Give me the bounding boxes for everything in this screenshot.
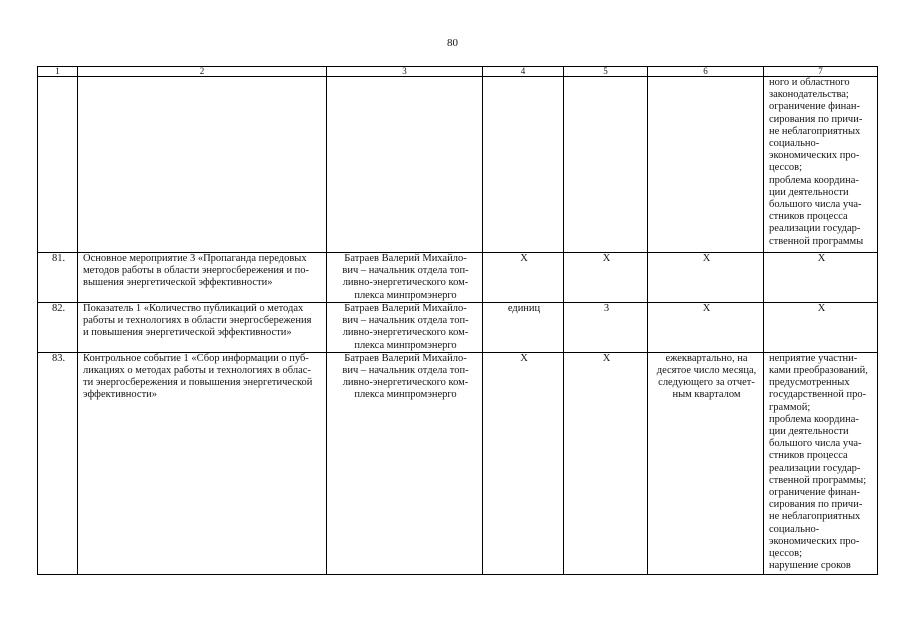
activity-name-cell: Контрольное событие 1 «Сбор информации о пуб- ликациях о методах работы и технологиях в облас- ти энергосбережения и повышения энергетической эффективности» bbox=[78, 352, 327, 574]
risks-cell: ного и областного законодательства; ограничение финан- сирования по причи- не неблагоприятных социально- экономических про- цессов; проблема координа- ции деятельности большого числа уча- стников процесса реализации государ- ственной программы bbox=[764, 77, 878, 253]
unit-cell bbox=[483, 77, 564, 253]
table-row bbox=[38, 352, 878, 574]
value-cell: 3 bbox=[564, 303, 648, 353]
deadline-cell bbox=[648, 77, 764, 253]
row-number-cell: 82. bbox=[38, 303, 78, 353]
page-number: 80 bbox=[447, 37, 458, 49]
value-cell bbox=[564, 77, 648, 253]
header-cell-2: 2 bbox=[78, 67, 327, 77]
table-row bbox=[38, 77, 878, 253]
table-header-row bbox=[38, 67, 878, 77]
risks-cell: Х bbox=[764, 253, 878, 303]
table-row bbox=[38, 253, 878, 303]
unit-cell: Х bbox=[483, 352, 564, 574]
header-cell-1: 1 bbox=[38, 67, 78, 77]
risks-cell: неприятие участни- ками преобразований, предусмотренных государственной про- граммой; проблема координа- ции деятельности большого числа уча- стников процесса реализации государ- ственной программы; ограничение финан- сирования по причи- не неблагоприятных социально- экономических про- цессов; нарушение сроков bbox=[764, 352, 878, 574]
table-row bbox=[38, 303, 878, 353]
header-cell-3: 3 bbox=[327, 67, 483, 77]
header-cell-5: 5 bbox=[564, 67, 648, 77]
row-number-cell bbox=[38, 77, 78, 253]
unit-cell: Х bbox=[483, 253, 564, 303]
value-cell: Х bbox=[564, 253, 648, 303]
responsible-cell bbox=[327, 77, 483, 253]
activity-name-cell bbox=[78, 77, 327, 253]
responsible-cell: Батраев Валерий Михайло- вич – начальник отдела топ- ливно-энергетического ком- плекса минпромэнерго bbox=[327, 352, 483, 574]
row-number-cell: 83. bbox=[38, 352, 78, 574]
activity-name-cell: Показатель 1 «Количество публикаций о методах работы и технологиях в области энергосбережения и повышения энергетической эффективности» bbox=[78, 303, 327, 353]
header-cell-7: 7 bbox=[764, 67, 878, 77]
unit-cell: единиц bbox=[483, 303, 564, 353]
value-cell: Х bbox=[564, 352, 648, 574]
responsible-cell: Батраев Валерий Михайло- вич – начальник отдела топ- ливно-энергетического ком- плекса минпромэнерго bbox=[327, 303, 483, 353]
plan-table bbox=[37, 66, 878, 575]
activity-name-cell: Основное мероприятие 3 «Пропаганда передовых методов работы в области энергосбережения и по- вышения энергетической эффективности» bbox=[78, 253, 327, 303]
header-cell-4: 4 bbox=[483, 67, 564, 77]
table-body bbox=[38, 67, 878, 575]
deadline-cell: ежеквартально, на десятое число месяца, следующего за отчет- ным кварталом bbox=[648, 352, 764, 574]
header-cell-6: 6 bbox=[648, 67, 764, 77]
row-number-cell: 81. bbox=[38, 253, 78, 303]
responsible-cell: Батраев Валерий Михайло- вич – начальник отдела топ- ливно-энергетического ком- плекса минпромэнерго bbox=[327, 253, 483, 303]
deadline-cell: Х bbox=[648, 253, 764, 303]
risks-cell: Х bbox=[764, 303, 878, 353]
deadline-cell: Х bbox=[648, 303, 764, 353]
